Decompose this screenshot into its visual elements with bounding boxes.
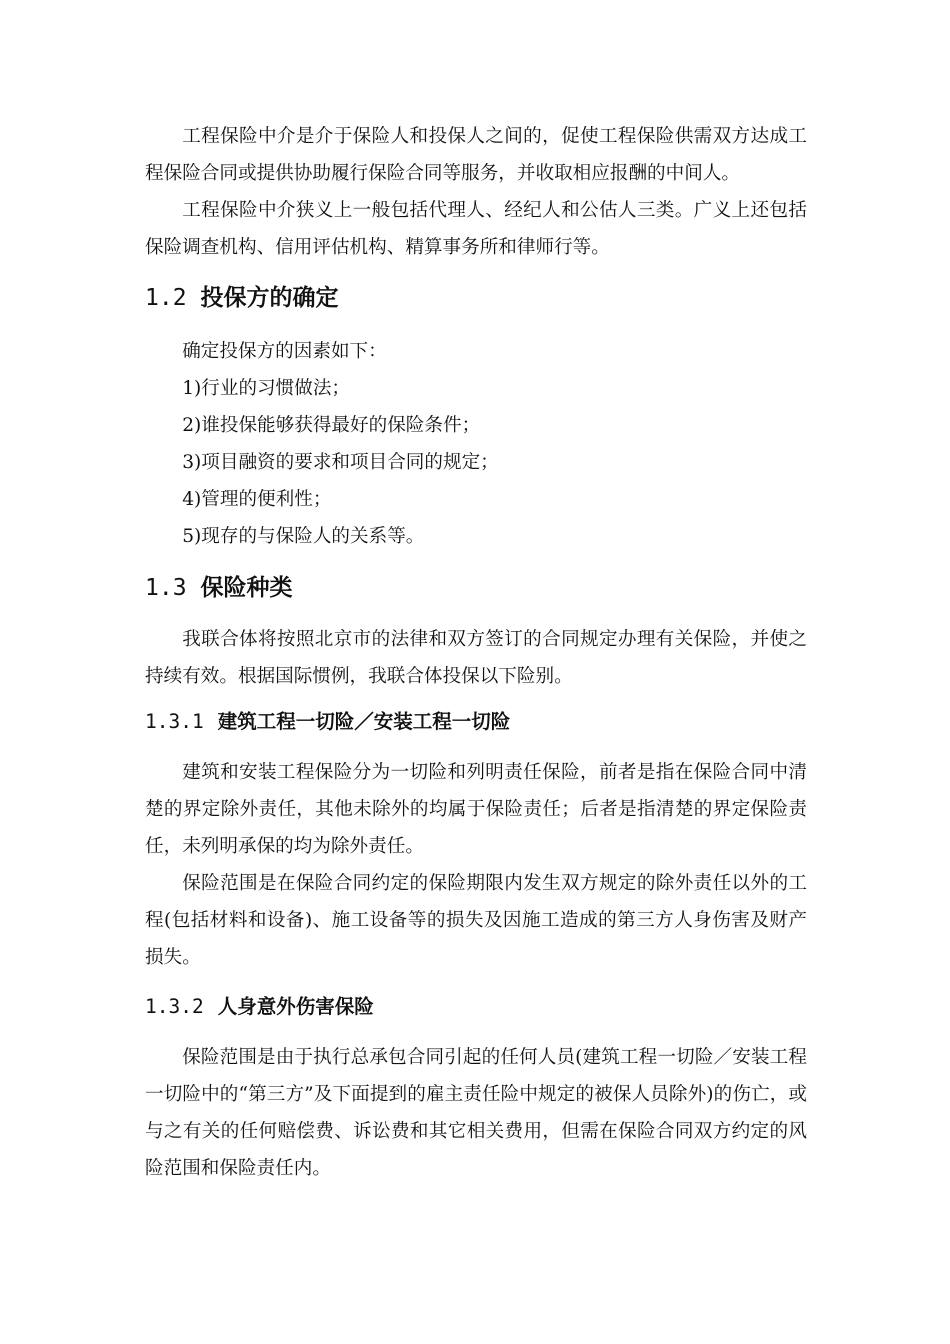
- section-1-2-heading: [145, 283, 807, 313]
- document-page: [145, 118, 807, 1187]
- section-1-3-1-paragraph-1: 建筑和安装工程保险分为一切险和列明责任保险，前者是指在保险合同中清楚的界定除外责任，其他未除外的均属于保险责任；后者是指清楚的界定保险责任，未列明承保的均为除外责任。: [145, 762, 807, 857]
- section-1-3-2-number: 1.3.2: [145, 995, 204, 1018]
- section-1-3-2-heading: [145, 993, 807, 1021]
- intro-paragraph-1: 工程保险中介是介于保险人和投保人之间的，促使工程保险供需双方达成工程保险合同或提供协助履行保险合同等服务，并收取相应报酬的中间人。: [145, 126, 807, 184]
- section-1-3-1-title: 建筑工程一切险／安装工程一切险: [217, 710, 511, 733]
- section-1-2-title: 投保方的确定: [200, 285, 339, 311]
- list-item: 4)管理的便利性；: [182, 489, 332, 510]
- section-1-2-lead: 确定投保方的因素如下：: [182, 341, 387, 362]
- list-item: 3)项目融资的要求和项目合同的规定；: [182, 452, 499, 473]
- list-item: 5)现存的与保险人的关系等。: [182, 526, 425, 547]
- section-1-3-1-paragraph-2: 保险范围是在保险合同约定的保险期限内发生双方规定的除外责任以外的工程(包括材料和设备)、施工设备等的损失及因施工造成的第三方人身伤害及财产损失。: [145, 873, 807, 968]
- section-1-3-heading: [145, 573, 807, 603]
- section-1-3-paragraph: 我联合体将按照北京市的法律和双方签订的合同规定办理有关保险，并使之持续有效。根据国际惯例，我联合体投保以下险别。: [145, 629, 807, 687]
- section-1-3-number: 1.3: [145, 575, 187, 601]
- section-1-2-number: 1.2: [145, 285, 187, 311]
- list-item: 2)谁投保能够获得最好的保险条件；: [182, 415, 481, 436]
- section-1-3-1-number: 1.3.1: [145, 710, 204, 733]
- section-1-3-2-paragraph: 保险范围是由于执行总承包合同引起的任何人员(建筑工程一切险／安装工程一切险中的“第三方”及下面提到的雇主责任险中规定的被保人员除外)的伤亡，或与之有关的任何赔偿费、诉讼费和其它相关费用，但需在保险合同双方约定的风险范围和保险责任内。: [145, 1047, 807, 1179]
- section-1-3-2-title: 人身意外伤害保险: [217, 995, 374, 1018]
- list-item: 1)行业的习惯做法；: [182, 378, 351, 399]
- intro-paragraph-2: 工程保险中介狭义上一般包括代理人、经纪人和公估人三类。广义上还包括保险调查机构、信用评估机构、精算事务所和律师行等。: [145, 200, 807, 258]
- section-1-3-1-heading: [145, 708, 807, 736]
- section-1-3-title: 保险种类: [200, 575, 293, 601]
